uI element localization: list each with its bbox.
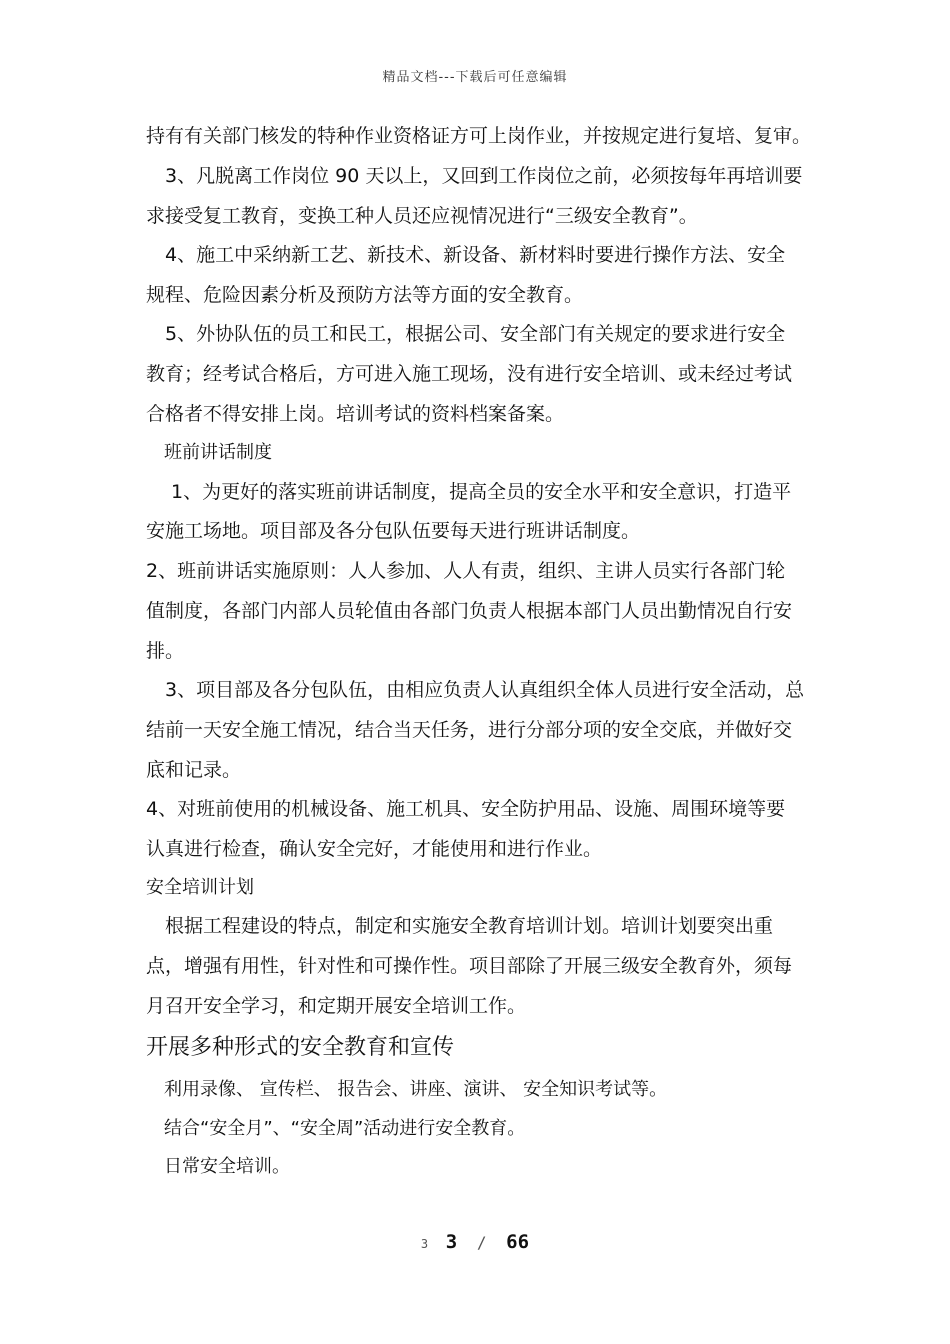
bullet-line: 利用录像、 宣传栏、 报告会、讲座、演讲、 安全知识考试等。 — [146, 1079, 668, 1100]
body-line: 安施工场地。项目部及各分包队伍要每天进行班讲话制度。 — [146, 520, 641, 542]
section-heading: 开展多种形式的安全教育和宣传 — [146, 1035, 455, 1060]
page-footer — [0, 1231, 950, 1253]
body-line: 根据工程建设的特点，制定和实施安全教育培训计划。培训计划要突出重 — [146, 915, 774, 937]
body-line: 3、项目部及各分包队伍，由相应负责人认真组织全体人员进行安全活动，总 — [146, 679, 805, 701]
body-line: 5、外协队伍的员工和民工，根据公司、安全部门有关规定的要求进行安全 — [146, 323, 786, 345]
page-label: 3 — [420, 1237, 429, 1251]
body-line: 点，增强有用性，针对性和可操作性。项目部除了开展三级安全教育外，须每 — [146, 955, 793, 977]
body-line: 值制度，各部门内部人员轮值由各部门负责人根据本部门人员出勤情况自行安 — [146, 600, 793, 622]
subheading: 安全培训计划 — [146, 877, 254, 898]
body-line: 月召开安全学习，和定期开展安全培训工作。 — [146, 995, 527, 1017]
body-line: 3、凡脱离工作岗位 90 天以上，又回到工作岗位之前，必须按每年再培训要 — [146, 165, 803, 187]
body-line: 底和记录。 — [146, 759, 242, 781]
total-pages: 66 — [506, 1231, 530, 1253]
body-line: 教育；经考试合格后，方可进入施工现场，没有进行安全培训、或未经过考试 — [146, 363, 793, 385]
page-header: 精品文档---下载后可任意编辑 — [382, 70, 568, 85]
body-line: 合格者不得安排上岗。培训考试的资料档案备案。 — [146, 403, 565, 425]
body-line: 结前一天安全施工情况，结合当天任务，进行分部分项的安全交底，并做好交 — [146, 719, 793, 741]
body-line: 2、班前讲话实施原则：人人参加、人人有责，组织、主讲人员实行各部门轮 — [146, 560, 786, 582]
body-line: 求接受复工教育，变换工种人员还应视情况进行“三级安全教育”。 — [146, 205, 698, 227]
bullet-line: 日常安全培训。 — [146, 1156, 290, 1177]
subheading: 班前讲话制度 — [146, 442, 272, 463]
bullet-line: 结合“安全月”、“安全周”活动进行安全教育。 — [146, 1118, 526, 1139]
body-line: 1、为更好的落实班前讲话制度，提高全员的安全水平和安全意识，打造平 — [146, 481, 792, 503]
body-line: 认真进行检查，确认安全完好，才能使用和进行作业。 — [146, 838, 603, 860]
body-line: 排。 — [146, 640, 185, 662]
page-separator: / — [476, 1233, 487, 1252]
current-page: 3 — [445, 1231, 458, 1253]
body-line: 持有有关部门核发的特种作业资格证方可上岗作业，并按规定进行复培、复审。 — [146, 125, 812, 147]
body-line: 4、对班前使用的机械设备、施工机具、安全防护用品、设施、周围环境等要 — [146, 798, 786, 820]
body-line: 4、施工中采纳新工艺、新技术、新设备、新材料时要进行操作方法、安全 — [146, 244, 786, 266]
body-line: 规程、危险因素分析及预防方法等方面的安全教育。 — [146, 284, 584, 306]
